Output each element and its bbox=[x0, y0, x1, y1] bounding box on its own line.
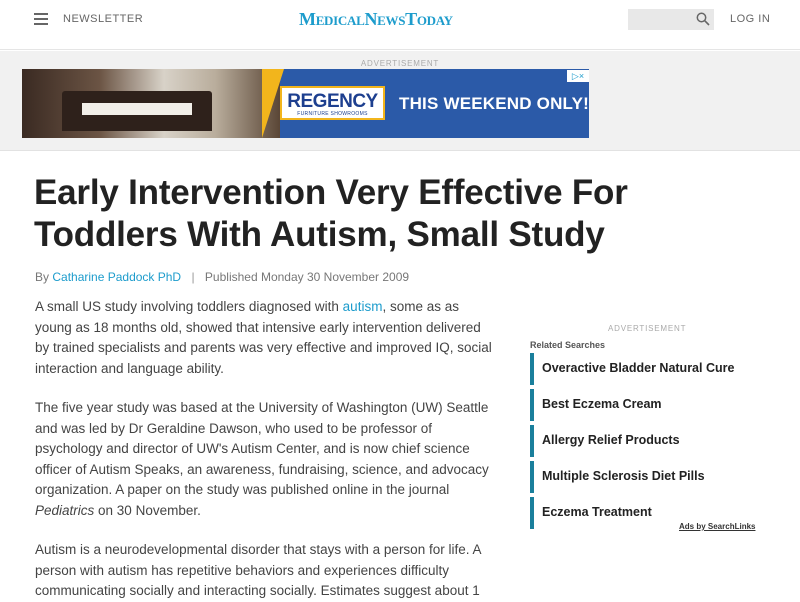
article-paragraph bbox=[35, 297, 497, 379]
sidebar-ad-label: ADVERTISEMENT bbox=[608, 324, 687, 333]
related-search-label: Eczema Treatment bbox=[542, 505, 652, 519]
related-search-label: Overactive Bladder Natural Cure bbox=[542, 361, 735, 375]
publish-date: Published Monday 30 November 2009 bbox=[204, 270, 410, 284]
p2-text-rest: on 30 November. bbox=[94, 502, 201, 518]
p1-text: A small US study involving toddlers diagnosed with bbox=[35, 299, 343, 314]
p2-text: The five year study was based at the University of Washington (UW) Seattle and was led by Dr Geraldine Dawson, who used to be professor of psychology and director of UW's Autism Center, and is now chief science officer of Autism Speaks, an awareness, fundraising, science, and advocacy organization. A paper on the study was published online in the journal bbox=[35, 400, 489, 497]
article-paragraph bbox=[35, 398, 497, 521]
ad-brand: REGENCY bbox=[287, 91, 378, 112]
related-search-item[interactable] bbox=[530, 353, 780, 385]
related-search-item[interactable] bbox=[530, 389, 780, 421]
ad-brand-sub: FURNITURE SHOWROOMS bbox=[297, 111, 368, 117]
ad-band bbox=[0, 51, 800, 151]
related-search-item[interactable] bbox=[530, 425, 780, 457]
login-link[interactable]: LOG IN bbox=[730, 13, 771, 25]
ad-banner[interactable] bbox=[22, 69, 589, 138]
related-search-label: Allergy Relief Products bbox=[542, 433, 680, 447]
site-logo[interactable]: MedicalNewsToday bbox=[299, 9, 453, 29]
related-search-label: Best Eczema Cream bbox=[542, 397, 662, 411]
autism-link[interactable]: autism bbox=[342, 299, 383, 314]
ads-by-link[interactable]: Ads by SearchLinks bbox=[679, 522, 756, 531]
bed-linen bbox=[82, 103, 192, 115]
byline-prefix: By bbox=[35, 270, 50, 284]
article-title: Early Intervention Very Effective For Toddlers With Autism, Small Study bbox=[34, 173, 628, 254]
menu-icon[interactable] bbox=[34, 13, 48, 25]
site-header bbox=[0, 0, 800, 50]
author-link[interactable]: Catharine Paddock PhD bbox=[52, 270, 182, 284]
p1-text-rest: , some as as young as 18 months old, showed that intensive early intervention delivered by trained specialists and parents was very effective and improved IQ, social interaction and language ability. bbox=[35, 299, 492, 376]
newsletter-link[interactable]: NEWSLETTER bbox=[63, 13, 144, 25]
related-searches-title: Related Searches bbox=[530, 340, 606, 350]
search-icon[interactable] bbox=[696, 12, 710, 26]
ad-brand-logo bbox=[280, 86, 385, 120]
byline bbox=[35, 270, 409, 284]
related-search-label: Multiple Sclerosis Diet Pills bbox=[542, 469, 705, 483]
journal-name: Pediatrics bbox=[35, 502, 95, 518]
byline-separator: | bbox=[191, 270, 195, 284]
ad-headline: THIS WEEKEND ONLY! bbox=[399, 94, 589, 113]
adchoices-icon[interactable]: ▷× bbox=[567, 70, 589, 82]
ad-furniture-photo bbox=[22, 69, 280, 138]
related-search-item[interactable] bbox=[530, 461, 780, 493]
ad-label: ADVERTISEMENT bbox=[360, 59, 440, 68]
article-paragraph: Autism is a neurodevelopmental disorder that stays with a person for life. A person with autism has repetitive behaviors and experiences difficulty communicating socially and interacting socially. Estimates suggest about 1 bbox=[35, 542, 481, 598]
